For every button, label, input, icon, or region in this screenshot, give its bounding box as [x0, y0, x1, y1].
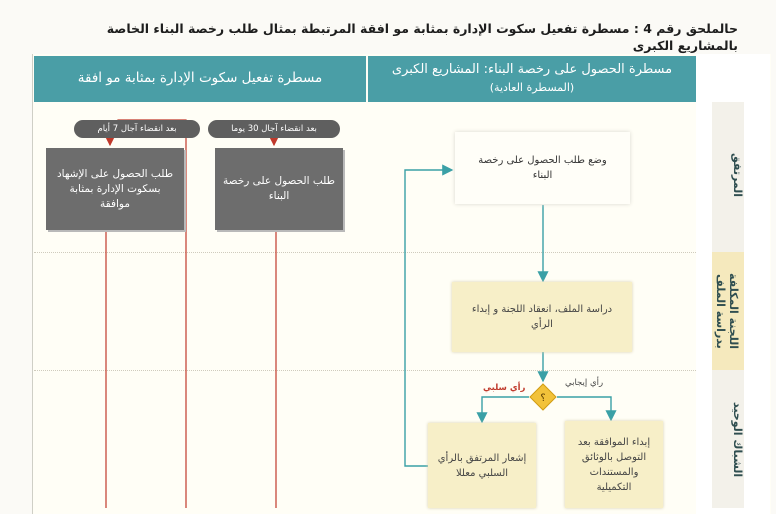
positive-opinion-label: رأي إيجابي [565, 378, 604, 388]
lane-label-committee: اللجنة المكلفة بدراسة الملف [714, 272, 740, 350]
arrow-resubmit-loop [405, 170, 452, 466]
header-right-subtitle: (المسطرة العادية) [489, 81, 575, 94]
study-file-box: دراسة الملف، انعقاد اللجنة و إبداء الرأي [452, 282, 632, 352]
request-certificate-box: طلب الحصول على الإشهاد بسكوت الإدارة بمثابة موافقة [46, 148, 184, 230]
request-permit-box: طلب الحصول على رخصة البناء [215, 148, 343, 230]
header-right-title: مسطرة الحصول على رخصة البناء: المشاريع الكبرى [391, 62, 673, 77]
notify-negative-box: إشعار المرتفق بالرأي السلبي معللا [428, 423, 536, 508]
lane-label-single-window: الشباك الوحيد [731, 402, 744, 478]
decision-mark: ؟ [540, 393, 546, 404]
lane-label-applicant: المرتفق [731, 152, 744, 198]
document-title: حالملحق رقم 4 : مسطرة تفعيل سكوت الإدارة بمثابة مو افقة المرتبطة بمثال طلب رخصة البناء الخاصة بالمشاريع الكبرى [106, 21, 738, 53]
negative-opinion-label: رأي سلبي [483, 383, 526, 393]
header-left-title: مسطرة تفعيل سكوت الإدارة بمثابة مو افقة [77, 70, 323, 86]
submit-request-box: وضع طلب الحصول على رخصة البناء [455, 132, 630, 204]
deadline-7-days: بعد انقضاء آجال 7 أيام [74, 120, 200, 138]
approval-box: إبداء الموافقة بعد التوصل بالوثائق والمستندات التكميلية [565, 421, 663, 508]
deadline-30-days: بعد انقضاء آجال 30 يوما [208, 120, 340, 138]
arrow-negative [482, 397, 529, 422]
arrow-positive [557, 397, 611, 420]
